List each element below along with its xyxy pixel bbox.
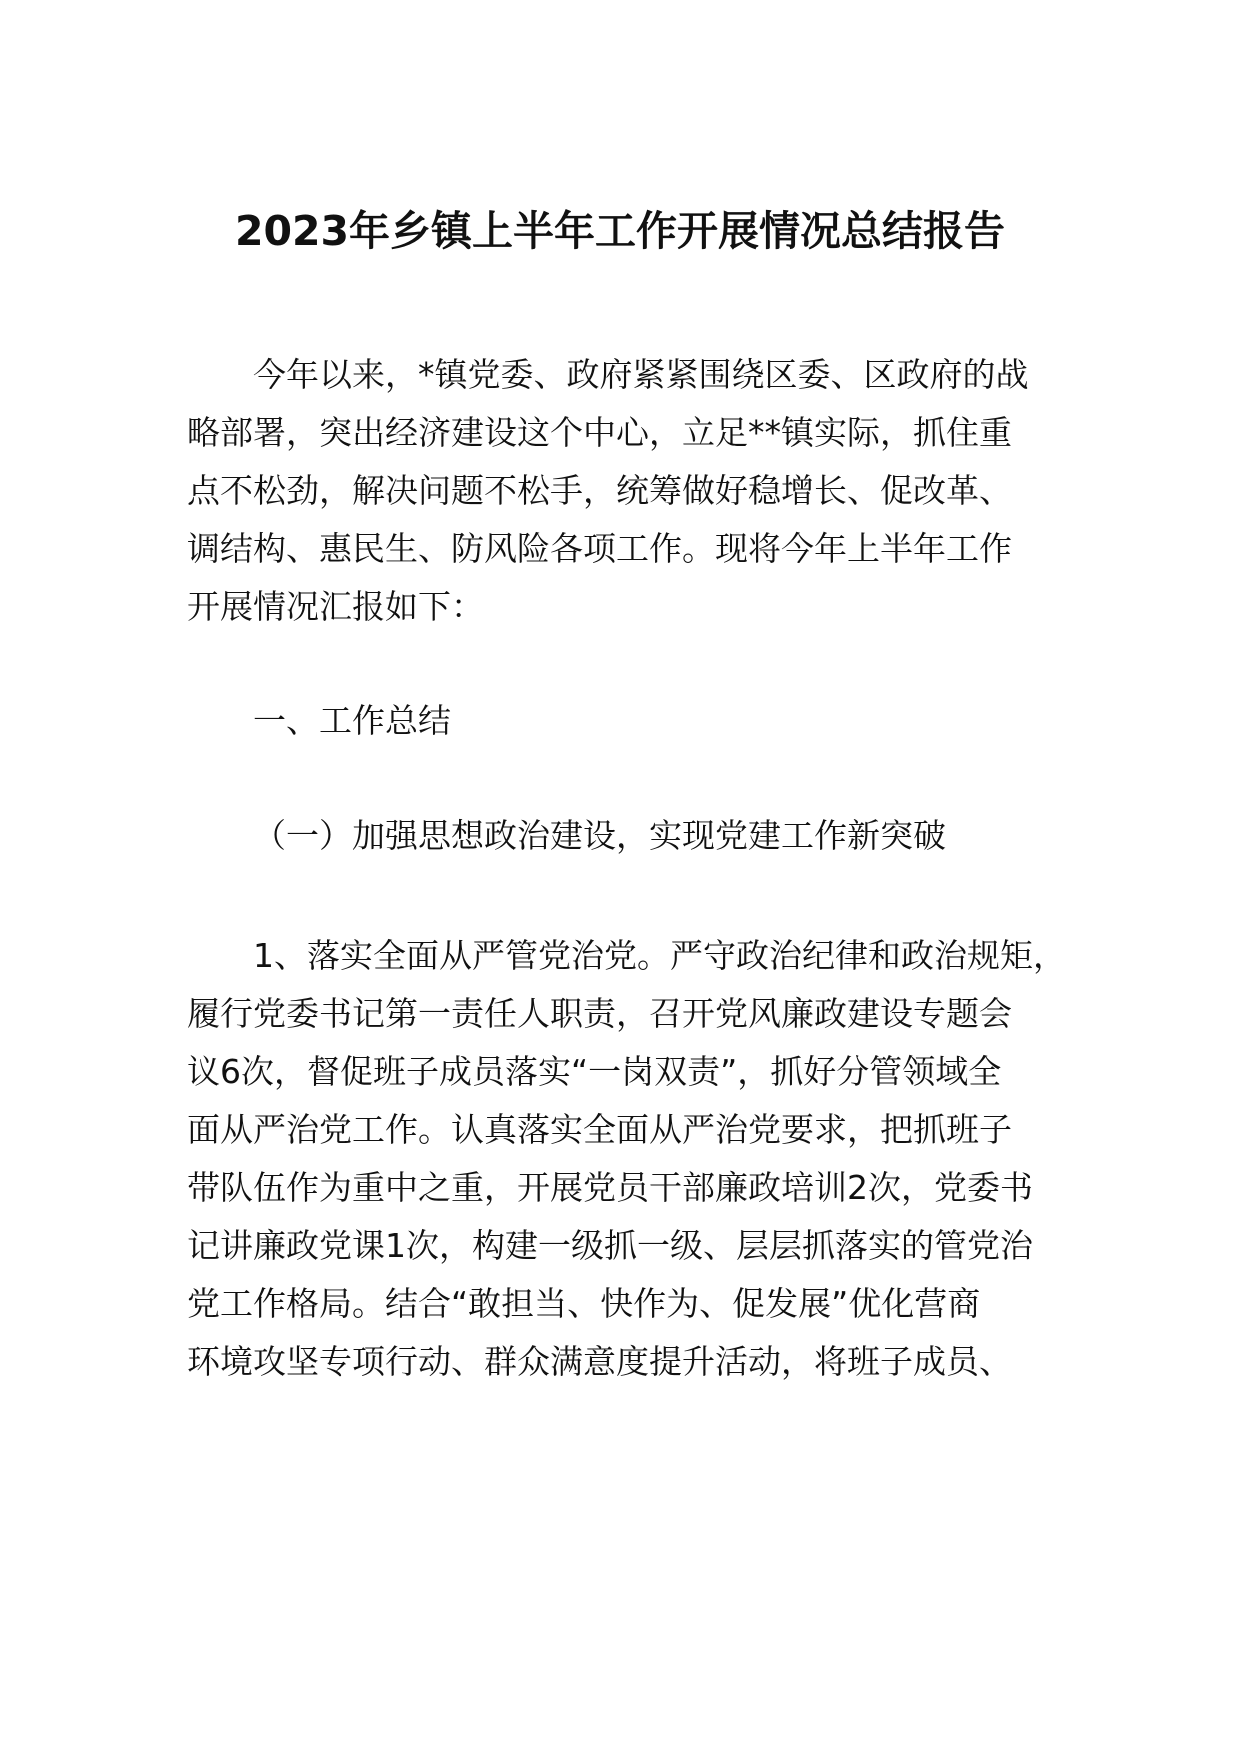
item1-line-6: 记讲廉政党课1次，构建一级抓一级、层层抓落实的管党治 bbox=[187, 1226, 1033, 1265]
intro-line-5: 开展情况汇报如下： bbox=[187, 587, 484, 626]
intro-line-3: 点不松劲，解决问题不松手，统筹做好稳增长、促改革、 bbox=[187, 471, 1012, 510]
item1-line-2: 履行党委书记第一责任人职责，召开党风廉政建设专题会 bbox=[187, 994, 1012, 1033]
item1-line-5: 带队伍作为重中之重，开展党员干部廉政培训2次，党委书 bbox=[187, 1168, 1033, 1207]
intro-line-2: 略部署，突出经济建设这个中心，立足**镇实际，抓住重 bbox=[187, 413, 1012, 452]
subsection-heading: （一）加强思想政治建设，实现党建工作新突破 bbox=[253, 816, 946, 855]
item1-line-3: 议6次，督促班子成员落实“一岗双责”，抓好分管领域全 bbox=[187, 1052, 1002, 1091]
item1-line-1: 1、落实全面从严管党治党。严守政治纪律和政治规矩， bbox=[253, 936, 1066, 975]
document-title: 2023年乡镇上半年工作开展情况总结报告 bbox=[234, 207, 1006, 255]
intro-line-4: 调结构、惠民生、防风险各项工作。现将今年上半年工作 bbox=[187, 529, 1012, 568]
item1-line-7: 党工作格局。结合“敢担当、快作为、促发展”优化营商 bbox=[187, 1284, 981, 1323]
item1-line-8: 环境攻坚专项行动、群众满意度提升活动，将班子成员、 bbox=[187, 1342, 1012, 1381]
intro-line-1: 今年以来，*镇党委、政府紧紧围绕区委、区政府的战 bbox=[253, 355, 1029, 394]
item1-line-4: 面从严治党工作。认真落实全面从严治党要求，把抓班子 bbox=[187, 1110, 1012, 1149]
section-heading: 一、工作总结 bbox=[253, 701, 451, 740]
